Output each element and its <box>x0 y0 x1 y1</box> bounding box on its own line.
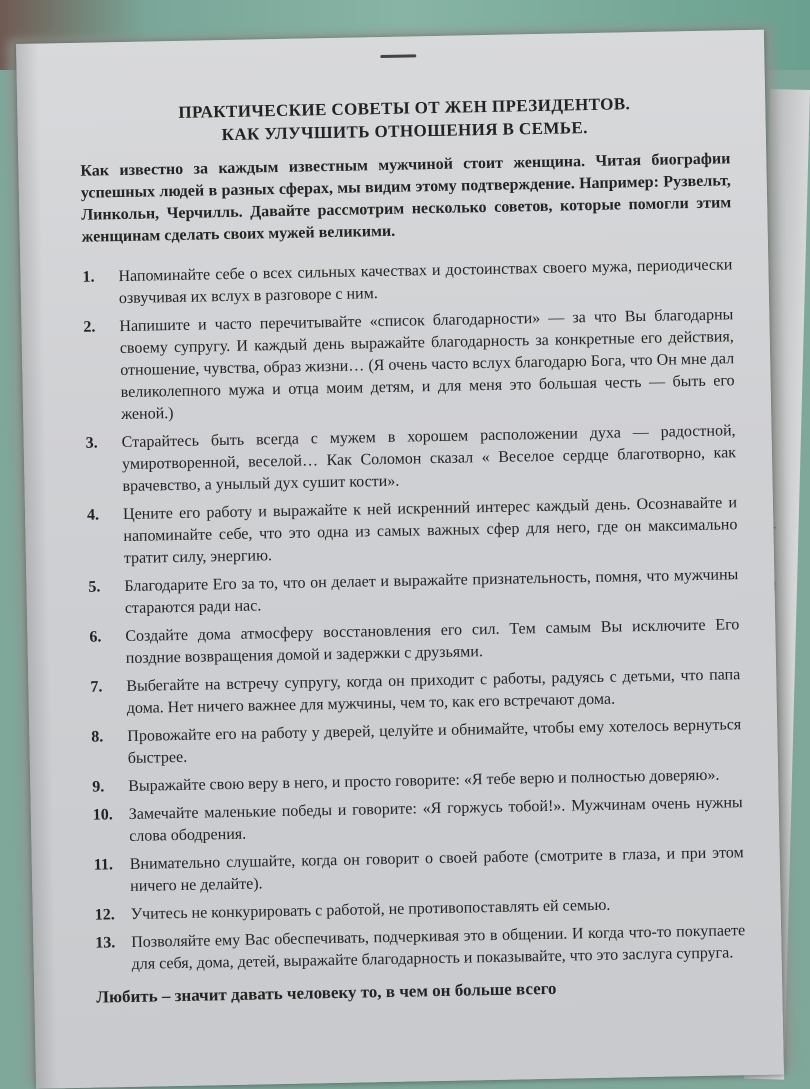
item-number: 8. <box>91 728 104 746</box>
intro-paragraph: Как известно за каждым известным мужчиной стоит женщина. Читая биографии успешных людей в разных сферах, мы видим этому подтверждение. Например: Рузвельт, Линкольн, Черчилль. Давайте рассмотрим несколько советов, которые помогли этим женщинам сделать своих мужей великими. <box>80 150 732 246</box>
item-text: Напоминайте себе о всех сильных качествах и достоинствах своего мужа, периодически озвучивая их вслух в разговоре с ним. <box>118 256 733 308</box>
item-text: Выбегайте на встречу супругу, когда он приходит с работы, радуясь с детьми, что папа дома. Нет ничего важнее для мужчины, чем то, как его встречают дома. <box>126 666 741 717</box>
list-item <box>90 664 741 720</box>
list-item <box>89 614 740 670</box>
item-number: 7. <box>90 678 103 696</box>
document-title <box>79 90 730 148</box>
list-item <box>91 714 742 770</box>
item-text: Цените его работу и выражайте к ней искренний интерес каждый день. Осознавайте и напоминайте себе, что это одна из самых важных сфер для него, где он максимально тратит силу, энергию. <box>122 494 738 568</box>
item-text: Провожайте его на работу у дверей, целуйте и обнимайте, чтобы ему хотелось вернуться быстрее. <box>127 716 742 767</box>
item-number: 4. <box>86 506 100 524</box>
document-content <box>79 90 746 1008</box>
item-text: Учитесь не конкурировать с работой, не противопоставлять ей семью. <box>130 896 611 923</box>
item-text: Создайте дома атмосферу восстановления его сил. Тем самым Вы исключите Его поздние возвращения домой и задержки с друзьями. <box>125 616 740 668</box>
title-line: ПРАКТИЧЕСКИЕ СОВЕТЫ ОТ ЖЕН ПРЕЗИДЕНТОВ. <box>178 94 631 122</box>
item-number: 10. <box>92 806 113 824</box>
item-number: 2. <box>83 318 96 336</box>
item-number: 12. <box>94 906 115 924</box>
item-number: 6. <box>89 628 102 646</box>
item-number: 1. <box>82 268 95 286</box>
item-number: 9. <box>92 778 105 796</box>
item-number: 13. <box>95 934 116 952</box>
item-text: Напишите и часто перечитывайте «список благодарности» — за что Вы благодарны своему супругу. И каждый день выражайте благодарность за конкретные его действия, отношение, чувства, образ жизни… (Я очень часто вслух благодарю Бога, что Он мне дал великолепного мужа и отца моим детям, и для меня это большая честь — быть его женой.) <box>119 306 735 424</box>
item-text: Выражайте свою веру в него, и просто говорите: «Я тебе верю и полностью доверяю». <box>128 766 720 795</box>
list-item <box>87 492 738 570</box>
item-number: 11. <box>93 856 114 874</box>
list-item <box>88 564 739 620</box>
item-text: Замечайте маленькие победы и говорите: «Я горжусь тобой!». Мужчинам очень нужны слова ободрения. <box>128 794 743 845</box>
document-page <box>16 30 784 1089</box>
item-number: 3. <box>85 434 98 452</box>
list-item <box>94 842 745 898</box>
list-item <box>82 254 733 310</box>
page-mark <box>380 54 416 58</box>
advice-list <box>82 254 746 976</box>
list-item <box>93 792 744 848</box>
item-text: Благодарите Его за то, что он делает и выражайте признательность, помня, что мужчины стараются ради нас. <box>124 566 739 618</box>
title-line: КАК УЛУЧШИТЬ ОТНОШЕНИЯ В СЕМЬЕ. <box>221 118 589 145</box>
list-item <box>95 920 746 976</box>
item-text: Старайтесь быть всегда с мужем в хорошем расположении духа — радостной, умиротворенной, веселой… Как Соломон сказал « Веселое сердце благотворно, как врачевство, а унылый дух сушит кости». <box>121 422 737 496</box>
item-text: Позволяйте ему Вас обеспечивать, подчеркивая это в общении. И когда что-то покупаете для себя, дома, детей, выражайте благодарность и показывайте, что это заслуга супруга. <box>131 922 746 973</box>
item-number: 5. <box>88 578 101 596</box>
closing-line: Любить – значит давать человеку то, в чем он больше всего <box>96 978 557 1007</box>
list-item <box>85 420 736 498</box>
item-text: Внимательно слушайте, когда он говорит о своей работе (смотрите в глаза, и при этом ничего не делайте). <box>129 844 744 895</box>
list-item <box>83 304 735 426</box>
